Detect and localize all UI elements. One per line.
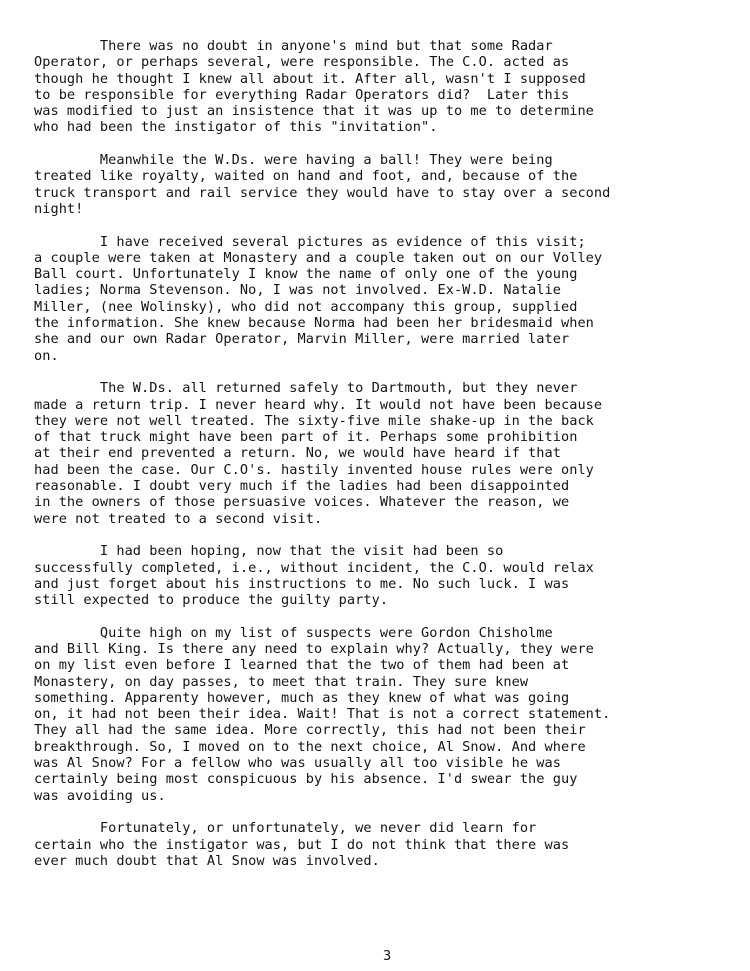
paragraph-5 (34, 543, 734, 608)
text-line: night! (34, 200, 84, 217)
text-line: on my list even before I learned that the two of them had been at (34, 657, 570, 674)
text-line: was Al Snow? For a fellow who was usually all too visible he was (34, 755, 561, 772)
paragraph-7 (34, 820, 734, 869)
text-line: There was no doubt in anyone's mind but that some Radar (34, 38, 553, 54)
text-line: was avoiding us. (34, 787, 166, 804)
text-line: Monastery, on day passes, to meet that train. They sure knew (34, 673, 529, 690)
text-line: I had been hoping, now that the visit had been so (34, 543, 504, 560)
text-line: ladies; Norma Stevenson. No, I was not involved. Ex-W.D. Natalie (34, 282, 561, 299)
text-line: of that truck might have been part of it. Perhaps some prohibition (34, 429, 578, 446)
text-line: she and our own Radar Operator, Marvin Miller, were married later (34, 331, 570, 348)
text-line: in the owners of those persuasive voices. Whatever the reason, we (34, 494, 570, 511)
text-line: Quite high on my list of suspects were Gordon Chisholme (34, 624, 553, 641)
text-line: certain who the instigator was, but I do not think that there was (34, 836, 570, 853)
page-number: 3 (383, 948, 392, 964)
text-line: reasonable. I doubt very much if the ladies had been disappointed (34, 478, 570, 495)
text-line: the information. She knew because Norma had been her bridesmaid when (34, 315, 594, 332)
document-body (34, 38, 734, 885)
paragraph-3 (34, 234, 734, 364)
text-line: though he thought I knew all about it. After all, wasn't I supposed (34, 70, 586, 87)
paragraph-6 (34, 625, 734, 804)
text-line: and Bill King. Is there any need to explain why? Actually, they were (34, 640, 594, 657)
text-line: Ball court. Unfortunately I know the name of only one of the young (34, 266, 578, 283)
text-line: Fortunately, or unfortunately, we never did learn for (34, 820, 537, 837)
text-line: Miller, (nee Wolinsky), who did not accompany this group, supplied (34, 298, 578, 315)
text-line: to be responsible for everything Radar Operators did? Later this (34, 86, 570, 103)
text-line: had been the case. Our C.O's. hastily invented house rules were only (34, 461, 594, 478)
text-line: Meanwhile the W.Ds. were having a ball! They were being (34, 152, 553, 169)
paragraph-2 (34, 152, 734, 217)
text-line: successfully completed, i.e., without incident, the C.O. would relax (34, 559, 594, 576)
text-line: certainly being most conspicuous by his absence. I'd swear the guy (34, 771, 578, 788)
text-line: They all had the same idea. More correctly, this had not been their (34, 722, 586, 739)
text-line: breakthrough. So, I moved on to the next choice, Al Snow. And where (34, 738, 586, 755)
paragraph-4 (34, 380, 734, 527)
text-line: still expected to produce the guilty party. (34, 592, 389, 609)
text-line: they were not well treated. The sixty-five mile shake-up in the back (34, 412, 594, 429)
text-line: and just forget about his instructions to me. No such luck. I was (34, 575, 570, 592)
text-line: made a return trip. I never heard why. It would not have been because (34, 396, 603, 413)
text-line: were not treated to a second visit. (34, 510, 323, 527)
text-line: ever much doubt that Al Snow was involved. (34, 852, 380, 869)
text-line: a couple were taken at Monastery and a couple taken out on our Volley (34, 249, 603, 266)
text-line: on, it had not been their idea. Wait! That is not a correct statement. (34, 706, 611, 723)
paragraph-1 (34, 38, 734, 136)
text-line: something. Apparenty however, much as they knew of what was going (34, 689, 570, 706)
text-line: truck transport and rail service they would have to stay over a second (34, 184, 611, 201)
text-line: was modified to just an insistence that it was up to me to determine (34, 103, 594, 120)
text-line: treated like royalty, waited on hand and foot, and, because of the (34, 168, 578, 185)
text-line: who had been the instigator of this "invitation". (34, 119, 438, 136)
text-line: I have received several pictures as evidence of this visit; (34, 233, 586, 250)
text-line: The W.Ds. all returned safely to Dartmouth, but they never (34, 380, 578, 397)
text-line: at their end prevented a return. No, we would have heard if that (34, 445, 561, 462)
text-line: Operator, or perhaps several, were responsible. The C.O. acted as (34, 54, 570, 71)
text-line: on. (34, 347, 59, 364)
